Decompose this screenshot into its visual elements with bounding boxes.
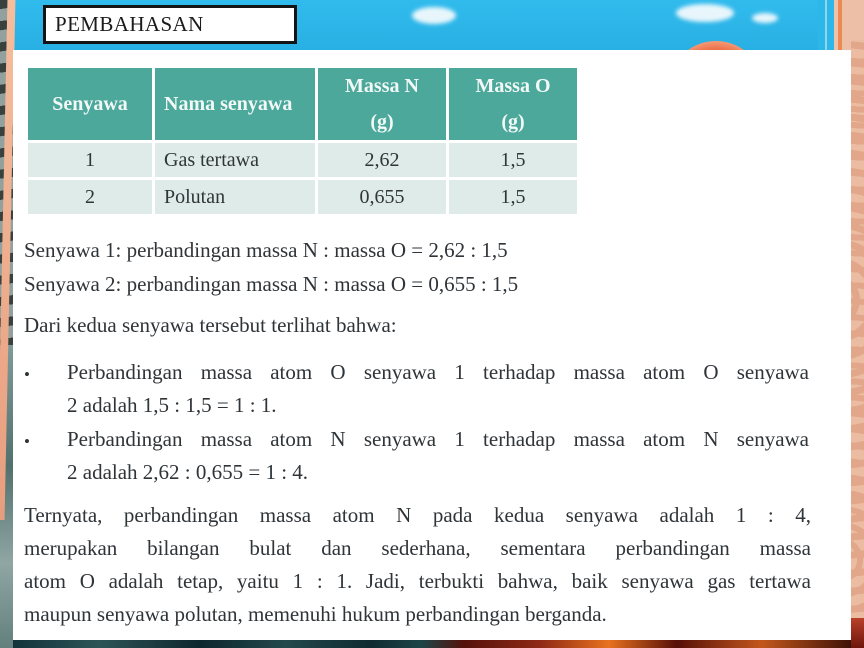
- comparison-paragraph: [24, 233, 824, 301]
- bullet-text: [67, 423, 809, 489]
- bottom-border-graphic: [13, 640, 864, 648]
- bullet-line: 2 adalah 2,62 : 0,655 = 1 : 4.: [67, 460, 309, 484]
- table-cell-massa-o: 1,5: [449, 143, 577, 177]
- bullet-icon: •: [24, 432, 30, 451]
- table-cell-massa-n: 0,655: [318, 180, 446, 214]
- table-cell-senyawa: 2: [28, 180, 152, 214]
- comparison-line-1: Senyawa 1: perbandingan massa N : massa O = 2,62 : 1,5: [24, 238, 508, 262]
- table-cell-massa-n: 2,62: [318, 143, 446, 177]
- header-label: Massa N: [345, 75, 419, 97]
- header-label: Massa O: [475, 75, 551, 97]
- table-cell-massa-o: 1,5: [449, 180, 577, 214]
- bullet-icon: •: [24, 365, 30, 384]
- table-header-massa-o: [449, 68, 577, 140]
- cloud-graphic: [752, 13, 778, 23]
- table-cell-nama: Gas tertawa: [155, 143, 315, 177]
- header-label: Nama senyawa: [164, 93, 293, 115]
- slide-title-box: [43, 5, 297, 44]
- conclusion-line: atom O adalah tetap, yaitu 1 : 1. Jadi, terbukti bahwa, baik senyawa gas tertawa: [24, 569, 811, 593]
- bullet-text: [67, 356, 809, 422]
- header-unit: (g): [501, 111, 525, 133]
- conclusion-line: maupun senyawa polutan, memenuhi hukum perbandingan berganda.: [24, 602, 607, 626]
- bullet-line: Perbandingan massa atom N senyawa 1 terhadap massa atom N senyawa: [67, 427, 809, 451]
- conclusion-paragraph: [24, 499, 811, 631]
- comparison-line-2: Senyawa 2: perbandingan massa N : massa O = 0,655 : 1,5: [24, 272, 519, 296]
- table-header-massa-n: [318, 68, 446, 140]
- left-border-photo: [0, 0, 14, 648]
- table-cell-senyawa: 1: [28, 143, 152, 177]
- intro-line: Dari kedua senyawa tersebut terlihat bahwa:: [24, 313, 397, 337]
- right-border-graphic: [851, 40, 864, 648]
- conclusion-line: Ternyata, perbandingan massa atom N pada kedua senyawa adalah 1 : 4,: [24, 503, 811, 527]
- cloud-graphic: [676, 4, 734, 22]
- slide-content-panel: [13, 50, 851, 640]
- header-unit: (g): [370, 111, 394, 133]
- header-label: Senyawa: [52, 93, 128, 115]
- right-bottom-red-graphic: [851, 618, 864, 648]
- cloud-graphic: [412, 7, 456, 24]
- slide-title: PEMBAHASAN: [55, 12, 204, 36]
- mass-comparison-table: [28, 68, 577, 214]
- bullet-line: 2 adalah 1,5 : 1,5 = 1 : 1.: [67, 393, 277, 417]
- table-cell-nama: Polutan: [155, 180, 315, 214]
- conclusion-line: merupakan bilangan bulat dan sederhana, sementara perbandingan massa: [24, 536, 811, 560]
- bullet-item-oxygen: [24, 356, 809, 422]
- table-header-senyawa: [28, 68, 152, 140]
- bullet-item-nitrogen: [24, 423, 809, 489]
- bullet-line: Perbandingan massa atom O senyawa 1 terhadap massa atom O senyawa: [67, 360, 809, 384]
- table-header-nama-senyawa: [155, 68, 315, 140]
